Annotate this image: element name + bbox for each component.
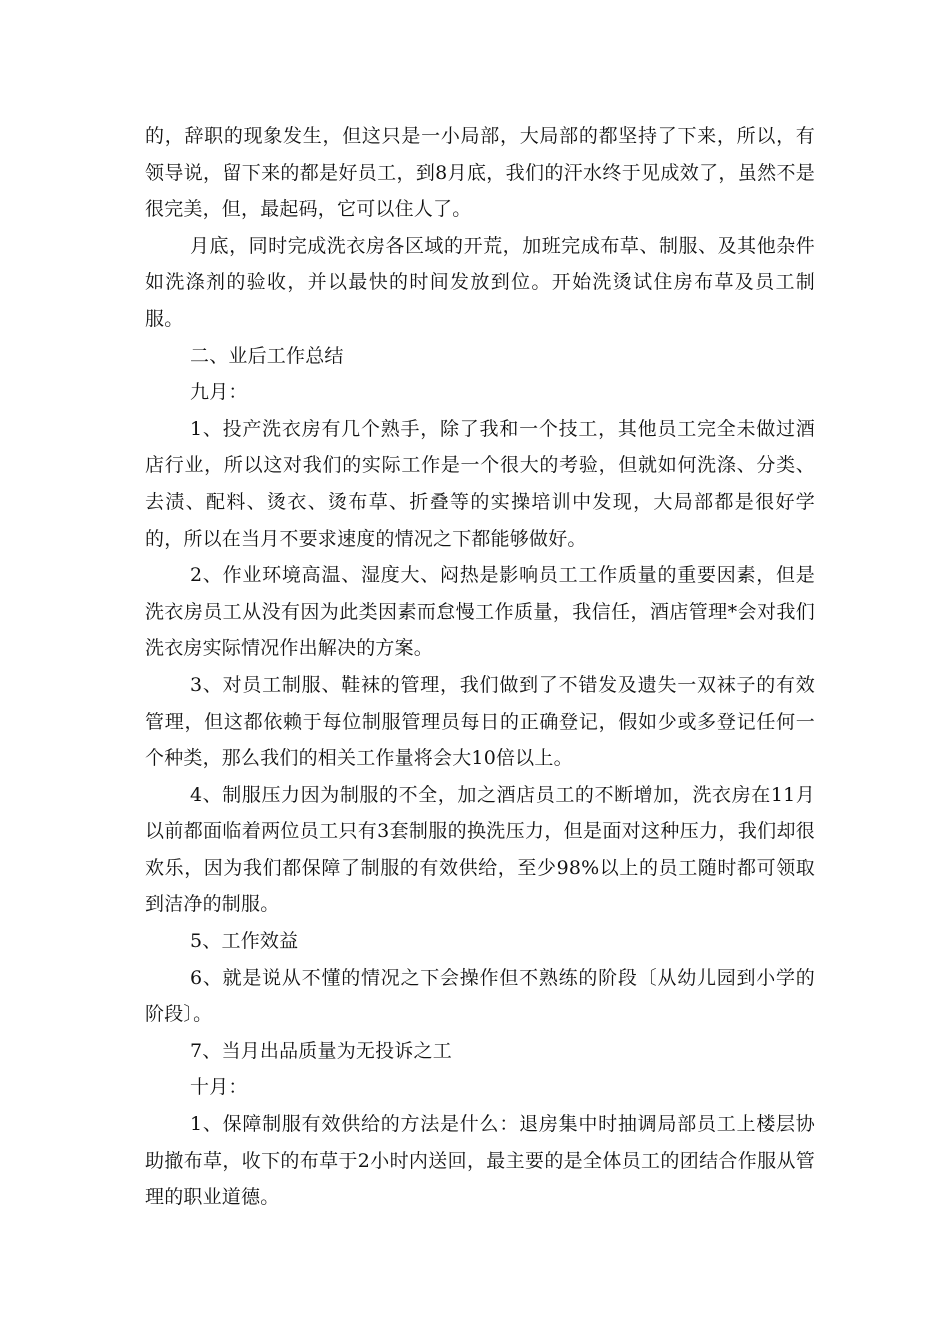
paragraph: 6、就是说从不懂的情况之下会操作但不熟练的阶段〔从幼儿园到小学的阶段〕。 [145,966,815,1026]
month-heading: 九月： [190,381,248,404]
paragraph: 3、对员工制服、鞋袜的管理，我们做到了不错发及遗失一双袜子的有效管理，但这都依赖于每位制服管理员每日的正确登记，假如少或多登记任何一个种类，那么我们的相关工作量将会大10倍以上。 [145,673,815,770]
paragraph: 月底，同时完成洗衣房各区域的开荒，加班完成布草、制服、及其他杂件如洗涤剂的验收，并以最快的时间发放到位。开始洗烫试住房布草及员工制服。 [145,234,815,330]
paragraph: 4、制服压力因为制服的不全，加之酒店员工的不断增加，洗衣房在11月以前都面临着两位员工只有3套制服的换洗压力，但是面对这种压力，我们却很欢乐，因为我们都保障了制服的有效供给，至少98%以上的员工随时都可领取到洁净的制服。 [145,783,815,916]
paragraph: 2、作业环境高温、湿度大、闷热是影响员工工作质量的重要因素，但是洗衣房员工从没有因为此类因素而怠慢工作质量，我信任，酒店管理*会对我们洗衣房实际情况作出解决的方案。 [145,564,815,660]
document-page [145,118,815,1216]
section-heading: 二、业后工作总结 [190,344,344,367]
paragraph: 7、当月出品质量为无投诉之工 [190,1039,452,1062]
month-heading: 十月： [190,1076,248,1099]
paragraph: 1、保障制服有效供给的方法是什么：退房集中时抽调局部员工上楼层协助撤布草，收下的布草于2小时内送回，最主要的是全体员工的团结合作服从管理的职业道德。 [145,1113,815,1209]
paragraph: 的，辞职的现象发生，但这只是一小局部，大局部的都坚持了下来，所以，有领导说，留下来的都是好员工，到8月底，我们的汗水终于见成效了，虽然不是很完美，但，最起码，它可以住人了。 [145,125,815,221]
paragraph: 1、投产洗衣房有几个熟手，除了我和一个技工，其他员工完全未做过酒店行业，所以这对我们的实际工作是一个很大的考验，但就如何洗涤、分类、去渍、配料、烫衣、烫布草、折叠等的实操培训中发现，大局部都是很好学的，所以在当月不要求速度的情况之下都能够做好。 [145,417,815,550]
paragraph: 5、工作效益 [190,930,299,953]
